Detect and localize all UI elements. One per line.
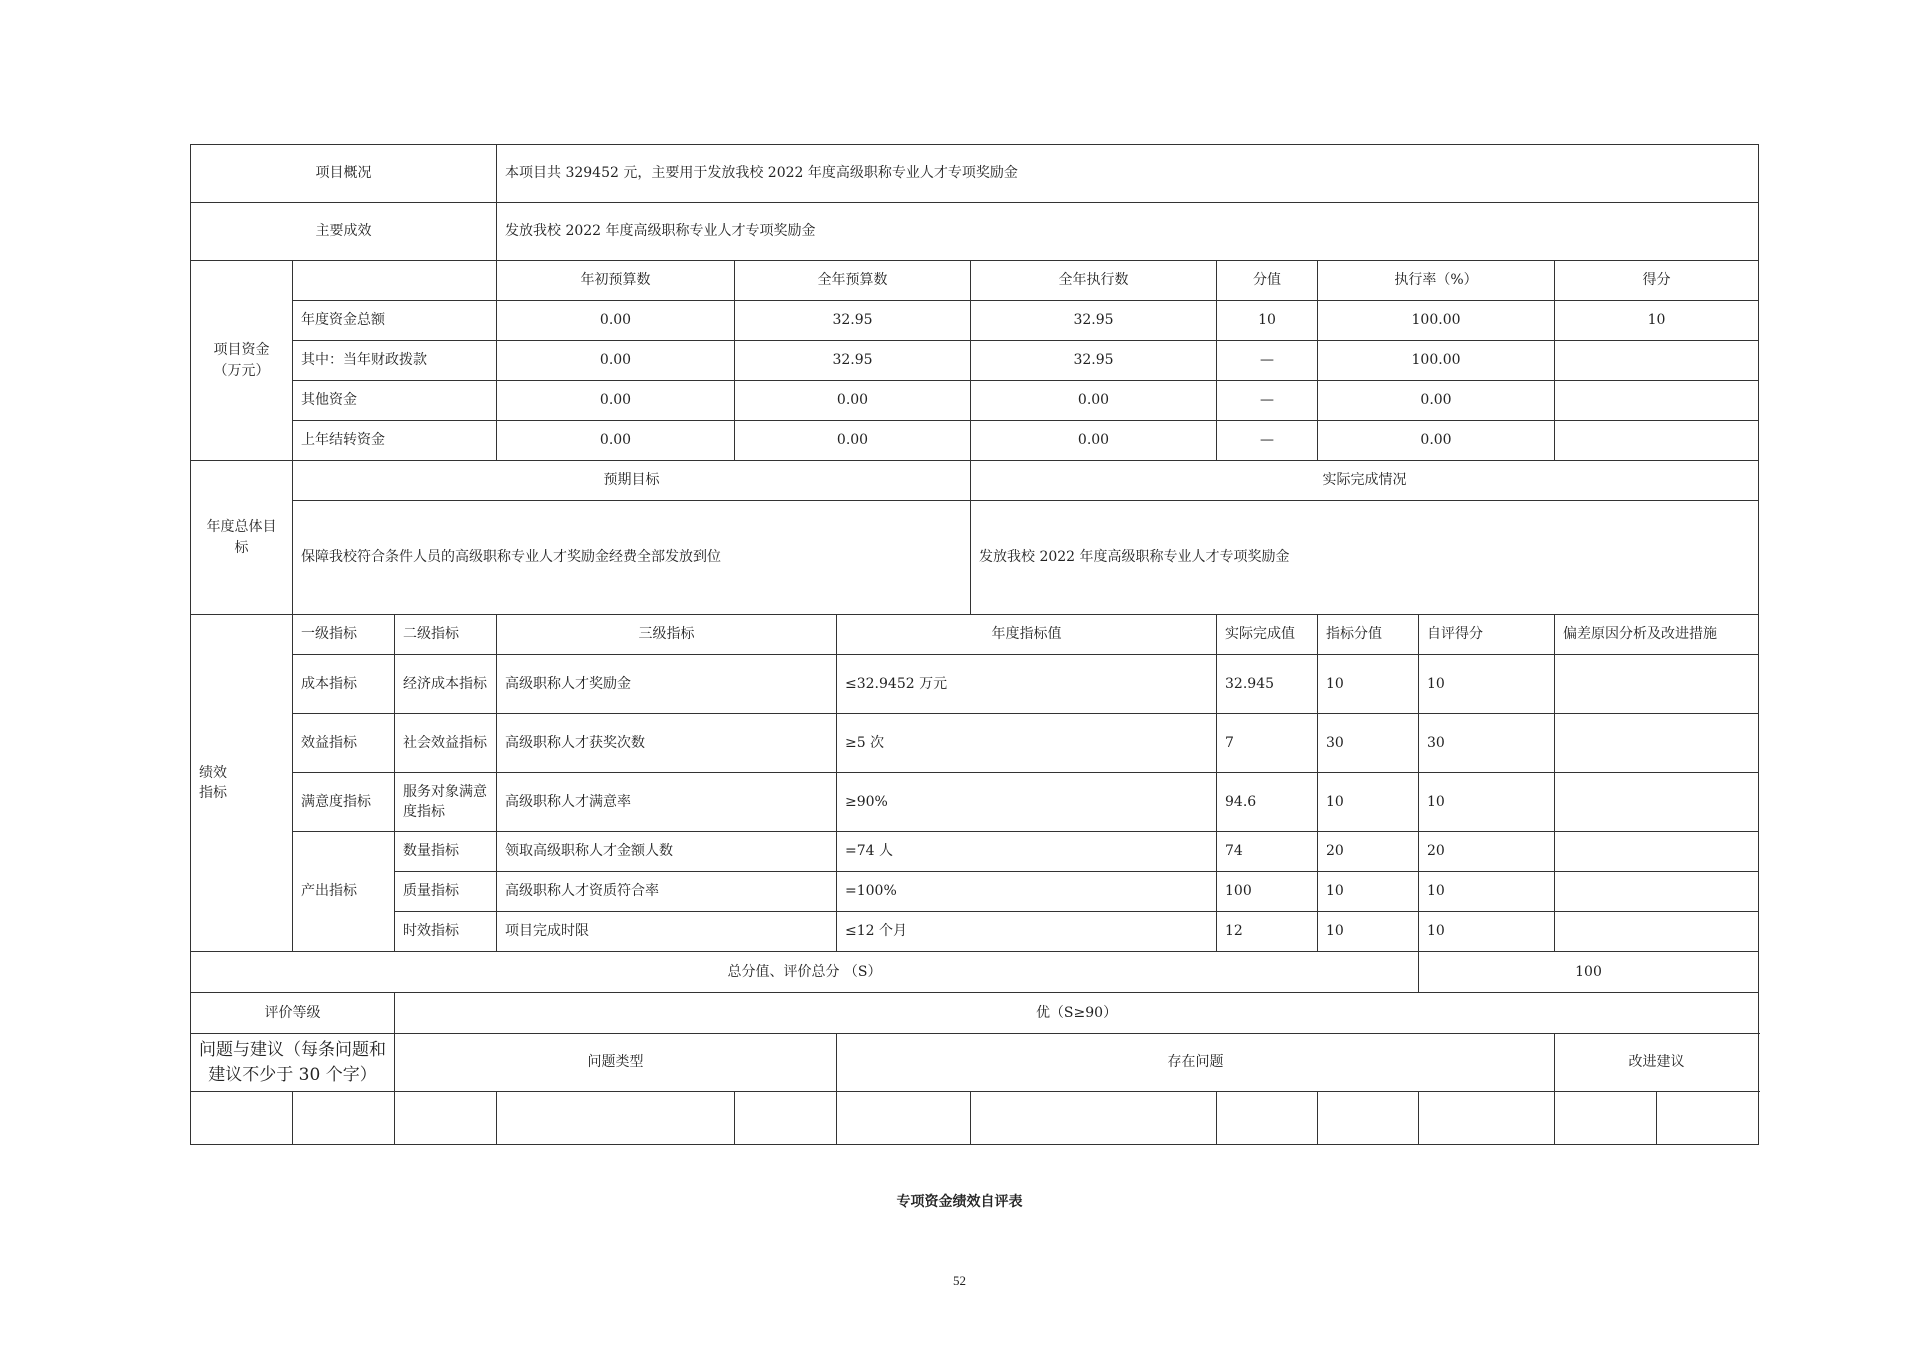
results-row (191, 203, 1759, 261)
funds-row (191, 341, 1759, 381)
funds-cell: 32.95 (735, 301, 971, 341)
indicator-level3: 高级职称人才满意率 (497, 773, 837, 832)
funds-cell: 32.95 (735, 341, 971, 381)
blank-cell (1657, 1092, 1759, 1145)
funds-row-name: 其中：当年财政拨款 (293, 341, 497, 381)
indicator-header-level2: 二级指标 (395, 615, 497, 655)
funds-cell: 0.00 (497, 381, 735, 421)
funds-cell: 32.95 (971, 301, 1217, 341)
indicator-level3: 高级职称人才获奖次数 (497, 714, 837, 773)
indicator-actual: 32.945 (1217, 655, 1318, 714)
indicator-header-level1: 一级指标 (293, 615, 395, 655)
indicator-header-score: 自评得分 (1419, 615, 1555, 655)
indicator-level3: 项目完成时限 (497, 912, 837, 952)
problem-issue-header: 存在问题 (837, 1034, 1555, 1092)
grade-row (191, 993, 1759, 1034)
blank-cell (735, 1092, 837, 1145)
goals-header-row (191, 461, 1759, 501)
actual-goal-header: 实际完成情况 (971, 461, 1759, 501)
overview-label: 项目概况 (191, 145, 497, 203)
actual-goal-text: 发放我校 2022 年度高级职称专业人才专项奖励金 (971, 501, 1759, 615)
funds-cell: 10 (1555, 301, 1759, 341)
funds-cell: 0.00 (497, 341, 735, 381)
funds-cell: 100.00 (1318, 301, 1555, 341)
indicator-target: ≤12 个月 (837, 912, 1217, 952)
funds-label (191, 261, 293, 461)
funds-header-weight: 分值 (1217, 261, 1318, 301)
indicator-score: 10 (1419, 912, 1555, 952)
funds-header-executed: 全年执行数 (971, 261, 1217, 301)
blank-cell (1555, 1092, 1657, 1145)
goals-content-row (191, 501, 1759, 615)
indicators-label-line2: 指标 (199, 785, 227, 801)
indicator-actual: 74 (1217, 832, 1318, 872)
indicator-note (1555, 714, 1759, 773)
results-text: 发放我校 2022 年度高级职称专业人才专项奖励金 (497, 203, 1759, 261)
blank-cell (971, 1092, 1217, 1145)
funds-header-rate: 执行率（%） (1318, 261, 1555, 301)
indicators-label (191, 615, 293, 952)
page-number: 52 (953, 1273, 966, 1288)
indicator-weight: 10 (1318, 872, 1419, 912)
indicator-score: 30 (1419, 714, 1555, 773)
overview-text: 本项目共 329452 元，主要用于发放我校 2022 年度高级职称专业人才专项奖励金 (497, 145, 1759, 203)
funds-header-row (191, 261, 1759, 301)
funds-header-initial-budget: 年初预算数 (497, 261, 735, 301)
total-row (191, 952, 1759, 993)
funds-cell: 0.00 (971, 381, 1217, 421)
expected-goal-header: 预期目标 (293, 461, 971, 501)
indicator-header-target: 年度指标值 (837, 615, 1217, 655)
funds-label-line2: （万元） (213, 362, 270, 379)
blank-cell (395, 1092, 497, 1145)
indicator-row (191, 773, 1759, 832)
indicator-level2: 时效指标 (395, 912, 497, 952)
indicator-weight: 10 (1318, 912, 1419, 952)
total-value: 100 (1419, 952, 1759, 993)
indicators-label-line1: 绩效 (199, 764, 227, 781)
funds-cell: — (1217, 421, 1318, 461)
indicator-level2: 数量指标 (395, 832, 497, 872)
blank-cell (1419, 1092, 1555, 1145)
indicator-note (1555, 912, 1759, 952)
indicator-row (191, 714, 1759, 773)
indicator-target: =74 人 (837, 832, 1217, 872)
indicator-row (191, 655, 1759, 714)
indicator-level1: 成本指标 (293, 655, 395, 714)
indicator-score: 10 (1419, 655, 1555, 714)
indicator-level1: 效益指标 (293, 714, 395, 773)
funds-header-annual-budget: 全年预算数 (735, 261, 971, 301)
indicator-level1: 产出指标 (293, 832, 395, 952)
expected-goal-text: 保障我校符合条件人员的高级职称专业人才奖励金经费全部发放到位 (293, 501, 971, 615)
indicator-row (191, 832, 1759, 872)
indicator-score: 10 (1419, 872, 1555, 912)
funds-cell: — (1217, 341, 1318, 381)
indicator-note (1555, 655, 1759, 714)
indicator-level1: 满意度指标 (293, 773, 395, 832)
funds-cell: 100.00 (1318, 341, 1555, 381)
funds-header-score: 得分 (1555, 261, 1759, 301)
funds-cell (1555, 341, 1759, 381)
indicator-target: =100% (837, 872, 1217, 912)
funds-label-line1: 项目资金 (213, 342, 270, 359)
funds-row (191, 381, 1759, 421)
indicator-row (191, 912, 1759, 952)
funds-row-name: 其他资金 (293, 381, 497, 421)
funds-cell: 0.00 (1318, 381, 1555, 421)
funds-cell: 10 (1217, 301, 1318, 341)
blank-cell (497, 1092, 735, 1145)
problems-label: 问题与建议（每条问题和建议不少于 30 个字） (191, 1034, 395, 1092)
indicator-weight: 10 (1318, 655, 1419, 714)
indicator-level2: 服务对象满意度指标 (395, 773, 497, 832)
total-label: 总分值、评价总分 （S） (191, 952, 1419, 993)
funds-row-name: 上年结转资金 (293, 421, 497, 461)
self-evaluation-table (190, 144, 1759, 1145)
indicator-note (1555, 872, 1759, 912)
indicator-level2: 经济成本指标 (395, 655, 497, 714)
indicator-weight: 10 (1318, 773, 1419, 832)
indicator-score: 20 (1419, 832, 1555, 872)
funds-cell (1555, 421, 1759, 461)
indicator-level3: 领取高级职称人才金额人数 (497, 832, 837, 872)
funds-cell: 0.00 (735, 381, 971, 421)
table-caption: 专项资金绩效自评表 (896, 1194, 1023, 1210)
indicator-score: 10 (1419, 773, 1555, 832)
indicator-level3: 高级职称人才资质符合率 (497, 872, 837, 912)
blank-cell (191, 1092, 293, 1145)
funds-cell: 0.00 (735, 421, 971, 461)
indicator-weight: 20 (1318, 832, 1419, 872)
blank-cell (293, 1092, 395, 1145)
results-label: 主要成效 (191, 203, 497, 261)
funds-cell: 32.95 (971, 341, 1217, 381)
indicator-header-note: 偏差原因分析及改进措施 (1555, 615, 1759, 655)
indicator-actual: 12 (1217, 912, 1318, 952)
goals-label (191, 461, 293, 615)
problem-type-header: 问题类型 (395, 1034, 837, 1092)
indicator-header-actual: 实际完成值 (1217, 615, 1318, 655)
indicator-actual: 100 (1217, 872, 1318, 912)
indicator-actual: 7 (1217, 714, 1318, 773)
blank-cell (1318, 1092, 1419, 1145)
funds-cell (1555, 381, 1759, 421)
grade-label: 评价等级 (191, 993, 395, 1034)
indicator-level2: 社会效益指标 (395, 714, 497, 773)
problems-header-row (191, 1034, 1759, 1092)
goals-label-line1: 年度总体目 (206, 519, 277, 536)
funds-row (191, 421, 1759, 461)
funds-row (191, 301, 1759, 341)
indicator-row (191, 872, 1759, 912)
indicators-header-row (191, 615, 1759, 655)
funds-cell: 0.00 (497, 301, 735, 341)
indicator-note (1555, 832, 1759, 872)
indicator-header-weight: 指标分值 (1318, 615, 1419, 655)
indicator-target: ≥90% (837, 773, 1217, 832)
blank-cell (837, 1092, 971, 1145)
indicator-target: ≥5 次 (837, 714, 1217, 773)
problems-blank-row (191, 1092, 1759, 1145)
funds-cell: 0.00 (971, 421, 1217, 461)
indicator-target: ≤32.9452 万元 (837, 655, 1217, 714)
funds-cell: 0.00 (497, 421, 735, 461)
grade-value: 优（S≥90） (395, 993, 1759, 1034)
funds-row-name: 年度资金总额 (293, 301, 497, 341)
problem-advice-header: 改进建议 (1555, 1034, 1759, 1092)
indicator-weight: 30 (1318, 714, 1419, 773)
funds-cell: — (1217, 381, 1318, 421)
overview-row (191, 145, 1759, 203)
indicator-header-level3: 三级指标 (497, 615, 837, 655)
indicator-note (1555, 773, 1759, 832)
indicator-actual: 94.6 (1217, 773, 1318, 832)
funds-cell: 0.00 (1318, 421, 1555, 461)
goals-label-line2: 标 (234, 539, 249, 556)
indicator-level2: 质量指标 (395, 872, 497, 912)
indicator-level3: 高级职称人才奖励金 (497, 655, 837, 714)
blank-cell (1217, 1092, 1318, 1145)
funds-header-blank (293, 261, 497, 301)
